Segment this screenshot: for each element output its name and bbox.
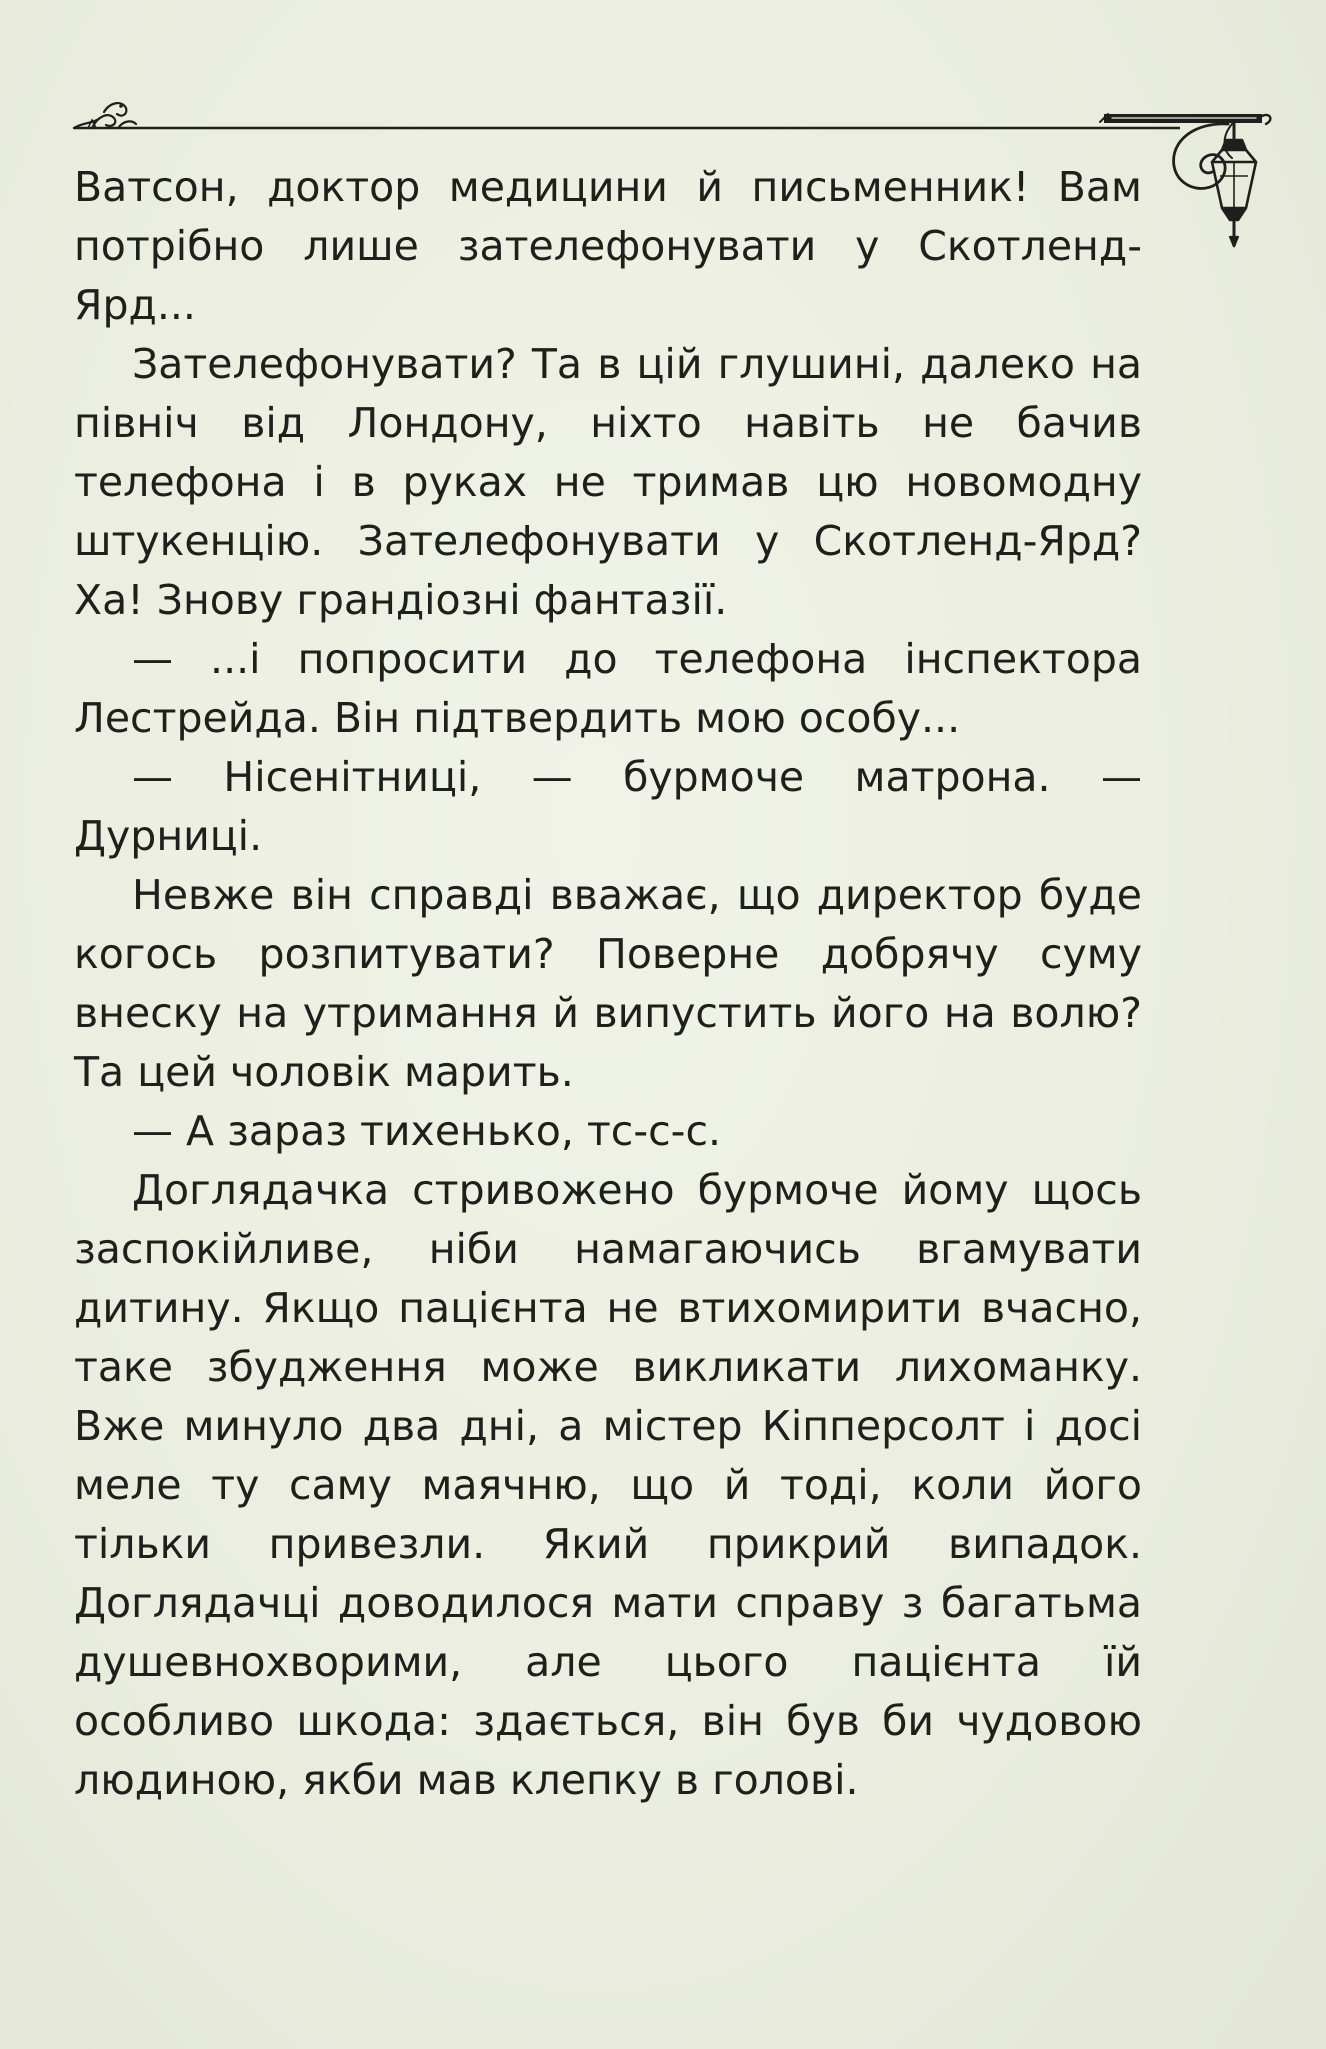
paragraph: — Нісенітниці, — бурмоче матрона. — Дурниці. [74, 753, 1142, 860]
paragraph: — А зараз тихенько, тс-с-с. [132, 1107, 722, 1155]
street-lantern-icon [1212, 123, 1256, 246]
paragraph: Ватсон, доктор медицини й письменник! Вам потрібно лише зателефонувати у Скотленд-Ярд... [74, 163, 1142, 329]
body-text [74, 158, 1142, 1810]
vine-scroll-icon [74, 103, 136, 128]
paragraph: Зателефонувати? Та в цій глушині, далеко на північ від Лондону, ніхто навіть не бачив телефона і в руках не тримав цю новомодну штукенцію. Зателефонувати у Скотленд-Ярд? Ха! Знову грандіозні фантазії. [74, 340, 1142, 624]
paragraph: — ...і попросити до телефона інспектора Лестрейда. Він підтвердить мою особу... [74, 635, 1142, 742]
paragraph: Невже він справді вважає, що директор буде когось розпитувати? Поверне добрячу суму внеску на утримання й випустить його на волю? Та цей чоловік марить. [74, 871, 1142, 1096]
paragraph: Доглядачка стривожено бурмоче йому щось заспокійливе, ніби намагаючись вгамувати дитину. Якщо пацієнта не втихомирити вчасно, таке збудження може викликати лихоманку. Вже минуло два дні, а містер Кіпперсолт і досі меле ту саму маячню, що й тоді, коли його тільки привезли. Який прикрий випадок. Доглядачці доводилося мати справу з багатьма душевнохворими, але цього пацієнта їй особливо шкода: здається, він був би чудовою людиною, якби мав клепку в голові. [74, 1166, 1142, 1804]
